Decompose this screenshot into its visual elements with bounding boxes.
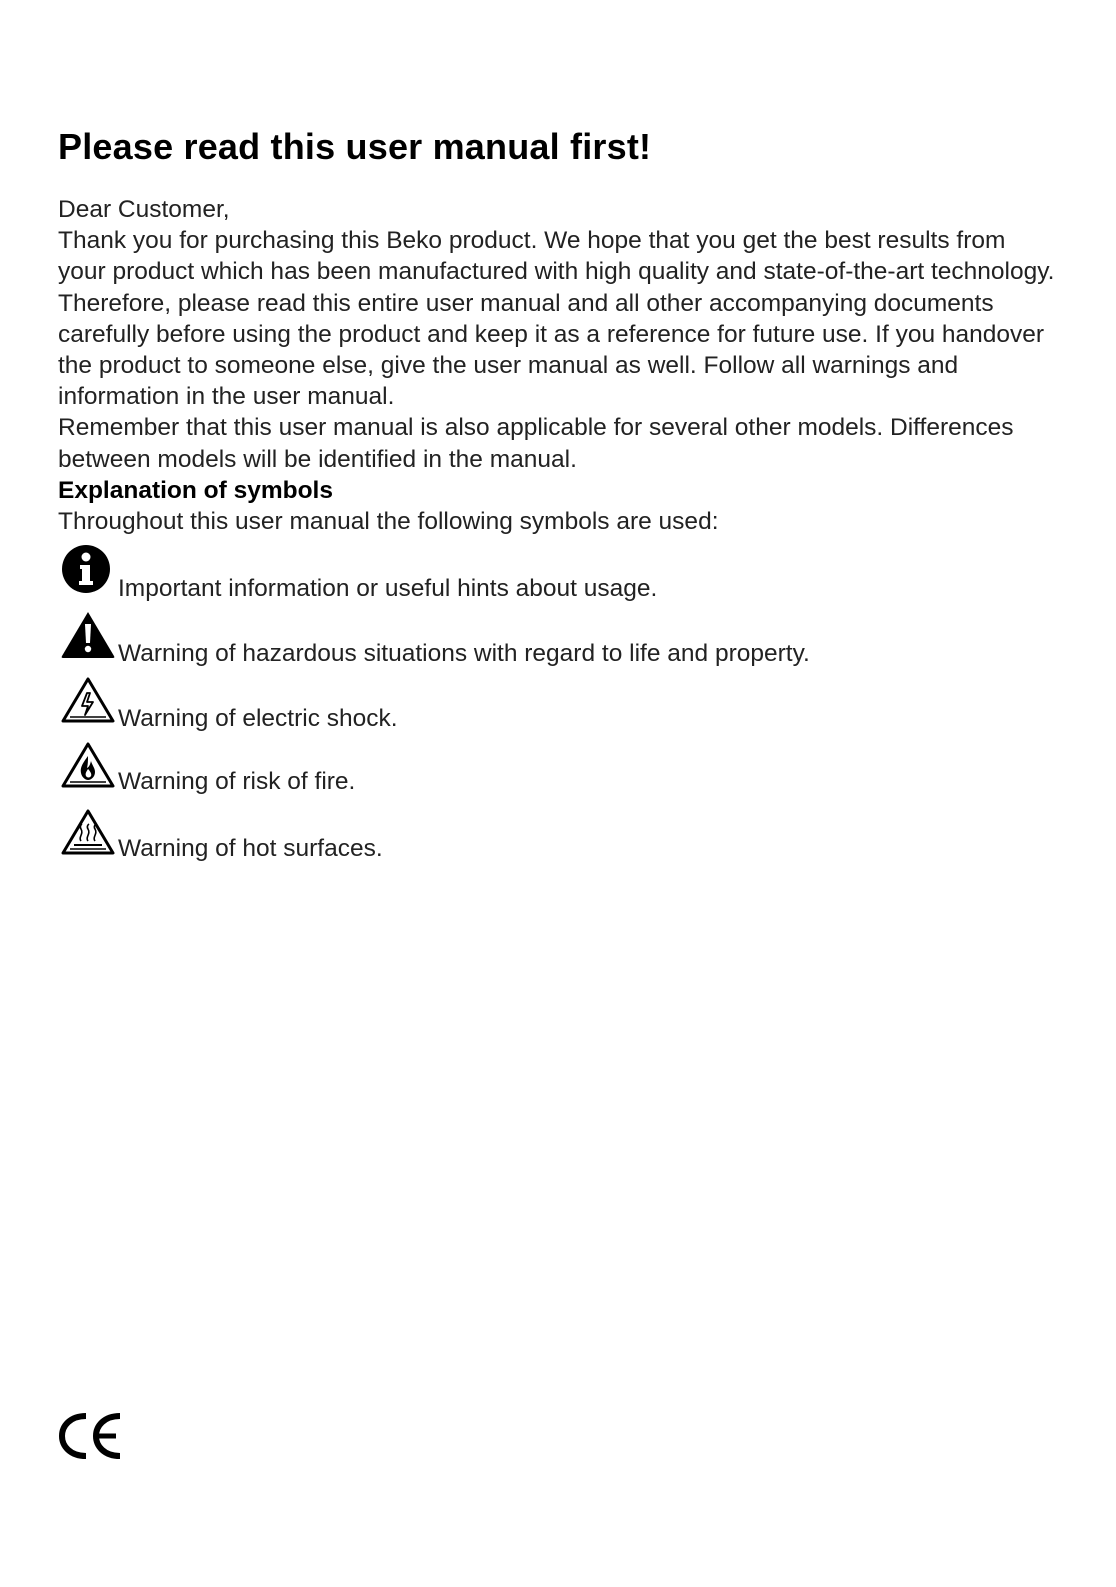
symbol-label: Important information or useful hints about usage. <box>118 575 658 602</box>
symbol-label: Warning of risk of fire. <box>118 768 356 795</box>
symbol-item-warning <box>58 610 1058 668</box>
symbol-label: Warning of electric shock. <box>118 705 398 732</box>
symbol-item-hot-surface <box>58 807 1058 865</box>
electric-shock-icon <box>60 675 116 731</box>
symbol-item-info <box>58 545 1058 603</box>
ce-mark-icon <box>56 1410 126 1462</box>
fire-icon <box>60 740 116 796</box>
hot-surface-icon <box>60 807 116 863</box>
symbol-label: Warning of hazardous situations with regard to life and property. <box>118 640 810 667</box>
symbol-item-fire <box>58 740 1058 798</box>
warning-icon <box>60 610 116 666</box>
intro-paragraph: Thank you for purchasing this Beko product. We hope that you get the best results from your product which has been manufactured with high quality and state-of-the-art technology. Therefore, please read this entire user manual and all other accompanying documents carefully before using the product and keep it as a reference for future use. If you handover the product to someone else, give the user manual as well. Follow all warnings and information in the user manual. <box>58 227 1055 411</box>
intro-text <box>58 194 1058 537</box>
symbol-item-electric-shock <box>58 675 1058 733</box>
symbols-lead: Throughout this user manual the following symbols are used: <box>58 507 719 535</box>
models-note: Remember that this user manual is also applicable for several other models. Differences between models will be identified in the manual. <box>58 414 1014 473</box>
page-title: Please read this user manual first! <box>58 126 652 167</box>
symbol-label: Warning of hot surfaces. <box>118 835 383 862</box>
info-icon <box>60 545 116 601</box>
greeting: Dear Customer, <box>58 196 230 223</box>
symbols-heading: Explanation of symbols <box>58 476 333 504</box>
